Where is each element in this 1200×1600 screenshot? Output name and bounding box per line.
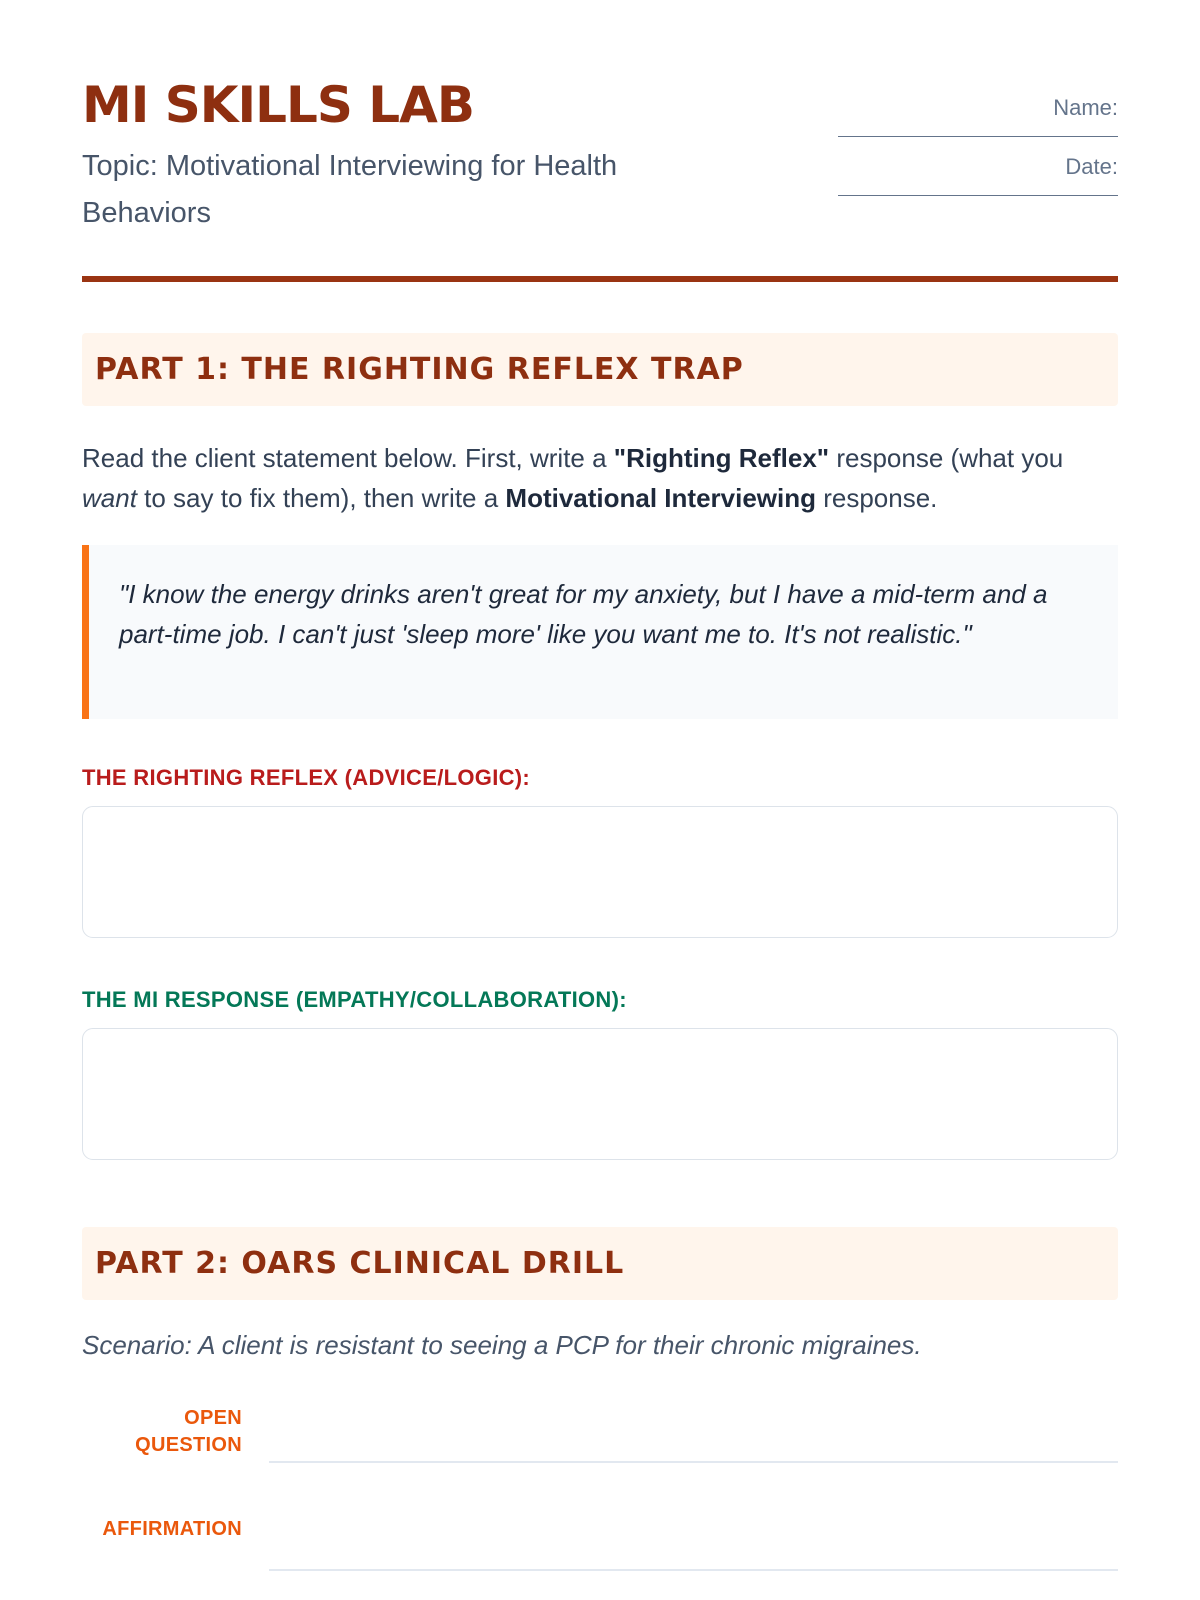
righting-reflex-answer-box[interactable] <box>82 806 1118 938</box>
mi-response-answer-box[interactable] <box>82 1028 1118 1160</box>
part2-section-header <box>82 1227 1118 1300</box>
oars-label-open-question: OPEN QUESTION <box>135 1407 242 1456</box>
instructions-text-2: response (what you <box>829 443 1064 473</box>
affirmation-answer-line[interactable] <box>269 1569 1118 1571</box>
name-date-block <box>838 94 1118 212</box>
instructions-text-4: response. <box>816 483 938 513</box>
name-field[interactable] <box>838 136 1118 137</box>
header-divider <box>82 276 1118 282</box>
instructions-righting-reflex: "Righting Reflex" <box>613 443 830 473</box>
instructions-text-1: Read the client statement below. First, write a <box>82 443 614 473</box>
righting-reflex-label: THE RIGHTING REFLEX (ADVICE/LOGIC): <box>82 765 531 790</box>
worksheet-header <box>82 0 1118 229</box>
open-question-answer-line[interactable] <box>269 1461 1118 1463</box>
part2-scenario: Scenario: A client is resistant to seeing a PCP for their chronic migraines. <box>82 1330 922 1360</box>
instructions-text-3: to say to fix them), then write a <box>136 483 506 513</box>
part1-heading: PART 1: THE RIGHTING REFLEX TRAP <box>95 352 744 387</box>
worksheet-title: MI SKILLS LAB <box>82 76 474 134</box>
date-field[interactable] <box>838 195 1118 196</box>
name-label: Name: <box>1053 95 1118 120</box>
mi-response-label: THE MI RESPONSE (EMPATHY/COLLABORATION): <box>82 987 627 1012</box>
instructions-mi: Motivational Interviewing <box>505 483 816 513</box>
worksheet-topic: Topic: Motivational Interviewing for Health Behaviors <box>82 150 618 229</box>
part1-instructions <box>82 438 1118 518</box>
client-statement-quote: "I know the energy drinks aren't great for my anxiety, but I have a mid-term and a part-time job. I can't just 'sleep more' like you want me to. It's not realistic." <box>82 545 1118 719</box>
date-label: Date: <box>1065 154 1118 179</box>
oars-label-affirmation: AFFIRMATION <box>102 1518 242 1540</box>
instructions-want: want <box>82 483 137 513</box>
part2-heading: PART 2: OARS CLINICAL DRILL <box>95 1246 625 1281</box>
part1-section-header <box>82 333 1118 406</box>
